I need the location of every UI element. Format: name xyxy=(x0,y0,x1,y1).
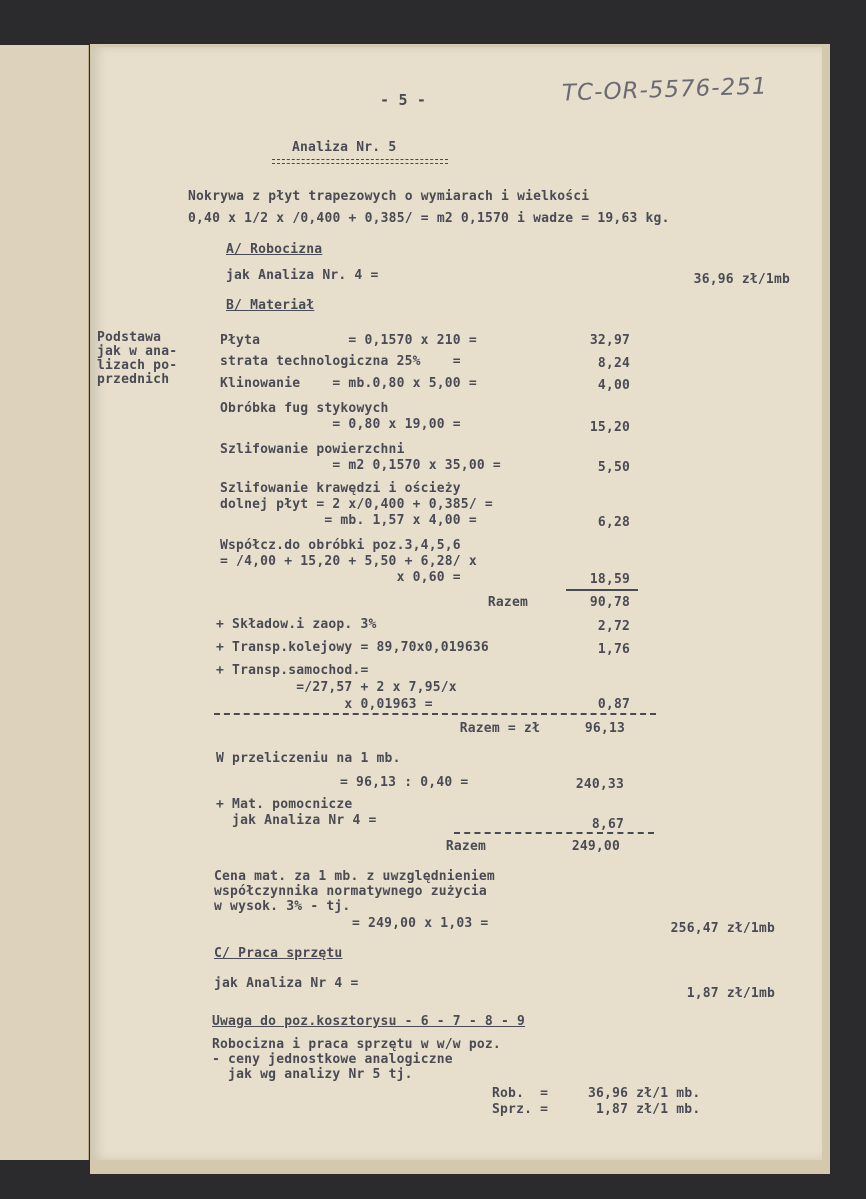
material-row-value: 18,59 xyxy=(589,572,630,587)
material-row-value: 15,20 xyxy=(589,420,630,435)
section-b-heading: B/ Materiał xyxy=(226,298,315,313)
note-line: jak wg analizy Nr 5 tj. xyxy=(212,1067,413,1082)
price-note-line: w wysok. 3% - tj. xyxy=(214,899,351,914)
margin-note-line: jak w ana- xyxy=(97,344,178,359)
subject-line-2: 0,40 x 1/2 x /0,400 + 0,385/ = m2 0,1570 i wadze = 19,63 kg. xyxy=(188,211,670,226)
dashed-separator xyxy=(214,713,656,715)
extra-row-value: 2,72 xyxy=(597,619,630,634)
material-row-text: Szlifowanie powierzchni xyxy=(220,442,405,457)
extra-row-text: + Transp.kolejowy = 89,70x0,019636 xyxy=(216,640,489,655)
price-calc: = 249,00 x 1,03 = xyxy=(352,916,489,931)
extra-row-text: x 0,01963 = xyxy=(216,697,433,712)
section-a-heading: A/ Robocizna xyxy=(226,242,323,257)
extra-row-value: 1,76 xyxy=(597,642,630,657)
note-line: Robocizna i praca sprzętu w w/w poz. xyxy=(212,1037,501,1052)
rob-label: Rob. = xyxy=(492,1086,549,1101)
material-row-value: 8,24 xyxy=(597,356,630,371)
price-total: 256,47 zł/1mb xyxy=(670,921,775,936)
aux-materials-line: jak Analiza Nr 4 = xyxy=(216,813,377,828)
material-row-text: x 0,60 = xyxy=(220,570,461,585)
section-c-heading: C/ Praca sprzętu xyxy=(214,946,343,961)
page-number: - 5 - xyxy=(380,91,427,109)
price-note-line: współczynnika normatywnego zużycia xyxy=(214,884,487,899)
section-c-total: 1,87 zł/1mb xyxy=(686,986,775,1001)
extra-row-text: + Transp.samochod.= xyxy=(216,663,369,678)
material-row-text: Współcz.do obróbki poz.3,4,5,6 xyxy=(220,538,461,553)
material-row-text: Obróbka fug stykowych xyxy=(220,401,389,416)
sprz-label: Sprz. = xyxy=(492,1102,549,1117)
subtotal-underline xyxy=(566,589,638,591)
material-row-text: = 0,80 x 19,00 = xyxy=(220,417,461,432)
aux-materials-value: 8,67 xyxy=(591,817,624,832)
note-line: - ceny jednostkowe analogiczne xyxy=(212,1052,453,1067)
material-row-text: Szlifowanie krawędzi i ościeży xyxy=(220,481,461,496)
razem-1-label: Razem xyxy=(487,595,528,610)
sprz-value: 1,87 zł/1 mb. xyxy=(596,1102,701,1117)
razem-3-label: Razem xyxy=(445,839,486,854)
per-mb-line: W przeliczeniu na 1 mb. xyxy=(216,751,401,766)
extra-row-text: =/27,57 + 2 x 7,95/x xyxy=(216,680,457,695)
material-row-text: = mb. 1,57 x 4,00 = xyxy=(220,513,477,528)
extra-row-value: 0,87 xyxy=(597,697,630,712)
material-row-value: 6,28 xyxy=(597,515,630,530)
margin-note-line: przednich xyxy=(97,372,170,387)
price-note-line: Cena mat. za 1 mb. z uwzględnieniem xyxy=(214,869,495,884)
aux-materials-line: + Mat. pomocnicze xyxy=(216,797,353,812)
title-double-underline xyxy=(272,159,448,164)
section-a-line: jak Analiza Nr. 4 = xyxy=(226,268,379,283)
razem-2-label: Razem = zł xyxy=(459,721,540,736)
material-row-text: Płyta = 0,1570 x 210 = xyxy=(220,333,477,348)
per-mb-calc: = 96,13 : 0,40 = xyxy=(340,775,469,790)
margin-note-line: Podstawa xyxy=(97,330,162,345)
note-heading: Uwaga do poz.kosztorysu - 6 - 7 - 8 - 9 xyxy=(212,1014,526,1029)
material-row-value: 5,50 xyxy=(597,460,630,475)
material-row-text: strata technologiczna 25% = xyxy=(220,354,461,369)
left-page-edge xyxy=(0,45,89,1160)
razem-2-value: 96,13 xyxy=(584,721,625,736)
analysis-title: Analiza Nr. 5 xyxy=(292,140,397,155)
per-mb-value: 240,33 xyxy=(575,777,624,792)
material-row-text: = /4,00 + 15,20 + 5,50 + 6,28/ x xyxy=(220,554,477,569)
material-row-value: 4,00 xyxy=(597,378,630,393)
material-row-value: 32,97 xyxy=(589,333,630,348)
extra-row-text: + Składow.i zaop. 3% xyxy=(216,617,377,632)
material-row-text: Klinowanie = mb.0,80 x 5,00 = xyxy=(220,376,477,391)
margin-note-line: lizach po- xyxy=(97,358,178,373)
handwritten-reference: TC-OR-5576-251 xyxy=(561,73,768,107)
section-a-total: 36,96 zł/1mb xyxy=(693,272,790,287)
razem-1-value: 90,78 xyxy=(589,595,630,610)
material-row-text: = m2 0,1570 x 35,00 = xyxy=(220,458,501,473)
razem-3-value: 249,00 xyxy=(571,839,620,854)
subject-line-1: Nokrywa z płyt trapezowych o wymiarach i wielkości xyxy=(188,189,590,204)
rob-value: 36,96 zł/1 mb. xyxy=(588,1086,701,1101)
section-c-line: jak Analiza Nr 4 = xyxy=(214,976,359,991)
dashed-separator xyxy=(454,832,654,834)
material-row-text: dolnej płyt = 2 x/0,400 + 0,385/ = xyxy=(220,497,493,512)
